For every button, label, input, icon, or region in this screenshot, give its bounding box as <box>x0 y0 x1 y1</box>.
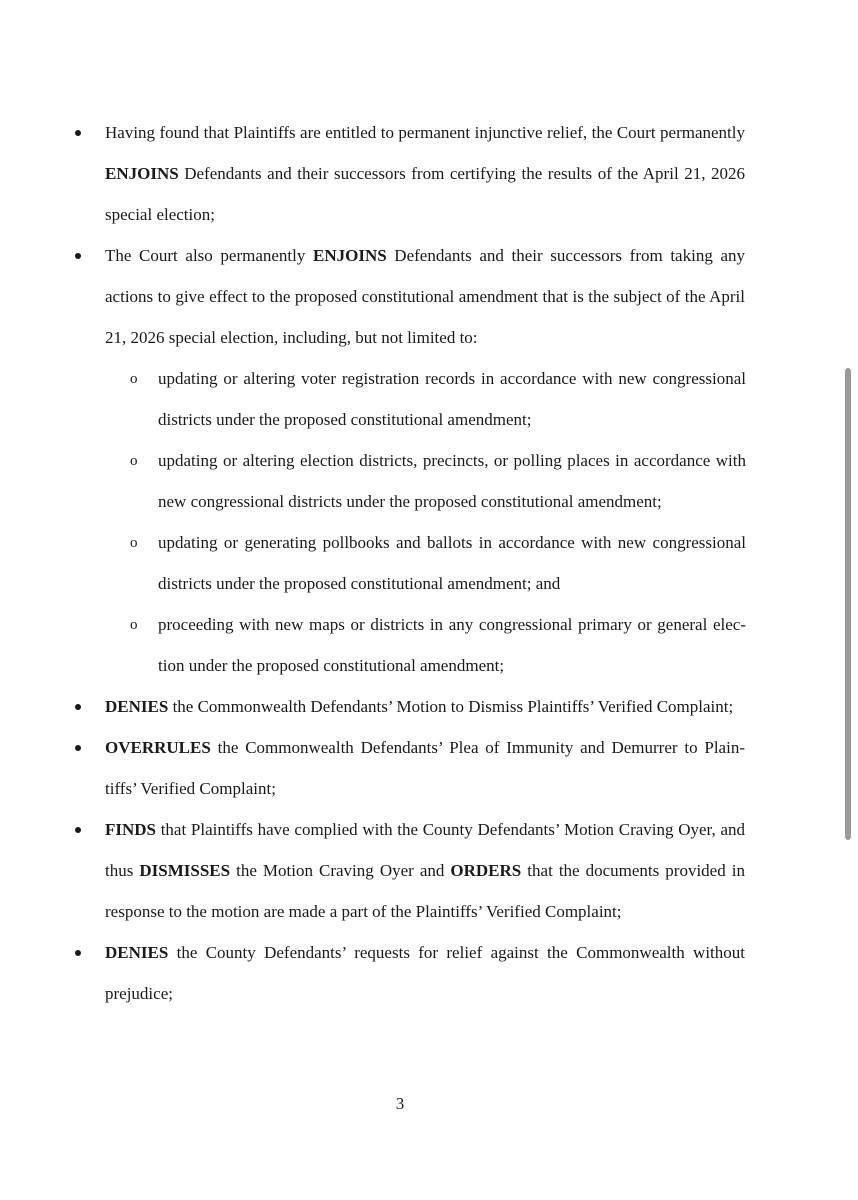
bullet-icon <box>75 727 89 768</box>
sub-list-item <box>0 440 858 522</box>
order-item-text <box>105 686 745 727</box>
bold-directive: DISMISSES <box>139 861 231 880</box>
bold-directive: OVERRULES <box>105 738 211 757</box>
sub-list-item <box>0 522 858 604</box>
sub-item-text: updating or generating pollbooks and ballots in accordance with new congressional districts under the proposed constitutional amendment; and <box>158 533 746 593</box>
bold-directive: FINDS <box>105 820 157 839</box>
bullet-icon <box>75 235 89 276</box>
text-run: the Motion Craving Oyer and <box>230 861 451 880</box>
bullet-icon <box>75 112 89 153</box>
bold-directive: DENIES <box>105 943 169 962</box>
bold-directive: ORDERS <box>450 861 522 880</box>
sub-bullet-icon: o <box>130 617 138 633</box>
sub-bullet-icon: o <box>130 535 138 551</box>
sub-item-text: updating or altering election districts, precincts, or polling places in accordance with new congressional districts under the proposed constitutional amendment; <box>158 451 746 511</box>
text-run: Having found that Plaintiffs are entitled to permanent injunctive relief, the Court permanently <box>105 123 745 142</box>
order-item-text <box>105 809 745 932</box>
order-item <box>0 727 858 809</box>
sub-item-text: updating or altering voter registration records in accordance with new congressional districts under the proposed constitutional amendment; <box>158 369 746 429</box>
text-run: the Commonwealth Defendants’ Plea of Immunity and Demurrer to Plaintiffs’ Verified Complaint; <box>105 738 745 798</box>
order-item-text <box>105 112 745 235</box>
text-run: The Court also permanently <box>105 246 313 265</box>
order-list <box>0 112 858 1014</box>
bold-directive: DENIES <box>105 697 169 716</box>
sub-list-item <box>0 604 858 686</box>
page-number: 3 <box>395 1094 405 1113</box>
sub-bullet-icon: o <box>130 371 138 387</box>
text-run: the Commonwealth Defendants’ Motion to Dismiss Plaintiffs’ Verified Complaint; <box>168 697 734 716</box>
order-item-text <box>105 932 745 1014</box>
sub-item-text: proceeding with new maps or districts in any congressional primary or general election under the proposed constitutional amendment; <box>158 615 746 675</box>
order-item <box>0 235 858 358</box>
order-item <box>0 112 858 235</box>
order-item <box>0 932 858 1014</box>
text-run: the County Defendants’ requests for relief against the Commonwealth without prejudice; <box>105 943 745 1003</box>
bullet-icon <box>75 932 89 973</box>
text-run: Defendants and their successors from certifying the results of the April 21, 2026 special election; <box>105 164 745 224</box>
text-run: that Plaintiffs have complied with the County Defendants’ Motion Craving Oyer, and thus <box>105 820 745 880</box>
text-run: that the documents provided in response to the motion are made a part of the Plaintiffs’ Verified Complaint; <box>105 861 745 921</box>
scrollbar-thumb[interactable] <box>845 368 851 840</box>
order-item <box>0 809 858 932</box>
bold-directive: ENJOINS <box>313 246 387 265</box>
bullet-icon <box>75 686 89 727</box>
bold-directive: ENJOINS <box>105 164 179 183</box>
sub-list-item <box>0 358 858 440</box>
sub-bullet-icon: o <box>130 453 138 469</box>
order-item-text <box>105 235 745 358</box>
order-item-text <box>105 727 745 809</box>
bullet-icon <box>75 809 89 850</box>
text-run: Defendants and their successors from taking any actions to give effect to the proposed constitutional amendment that is the subject of the April 21, 2026 special election, including, but not limited to: <box>105 246 745 347</box>
order-item <box>0 686 858 727</box>
